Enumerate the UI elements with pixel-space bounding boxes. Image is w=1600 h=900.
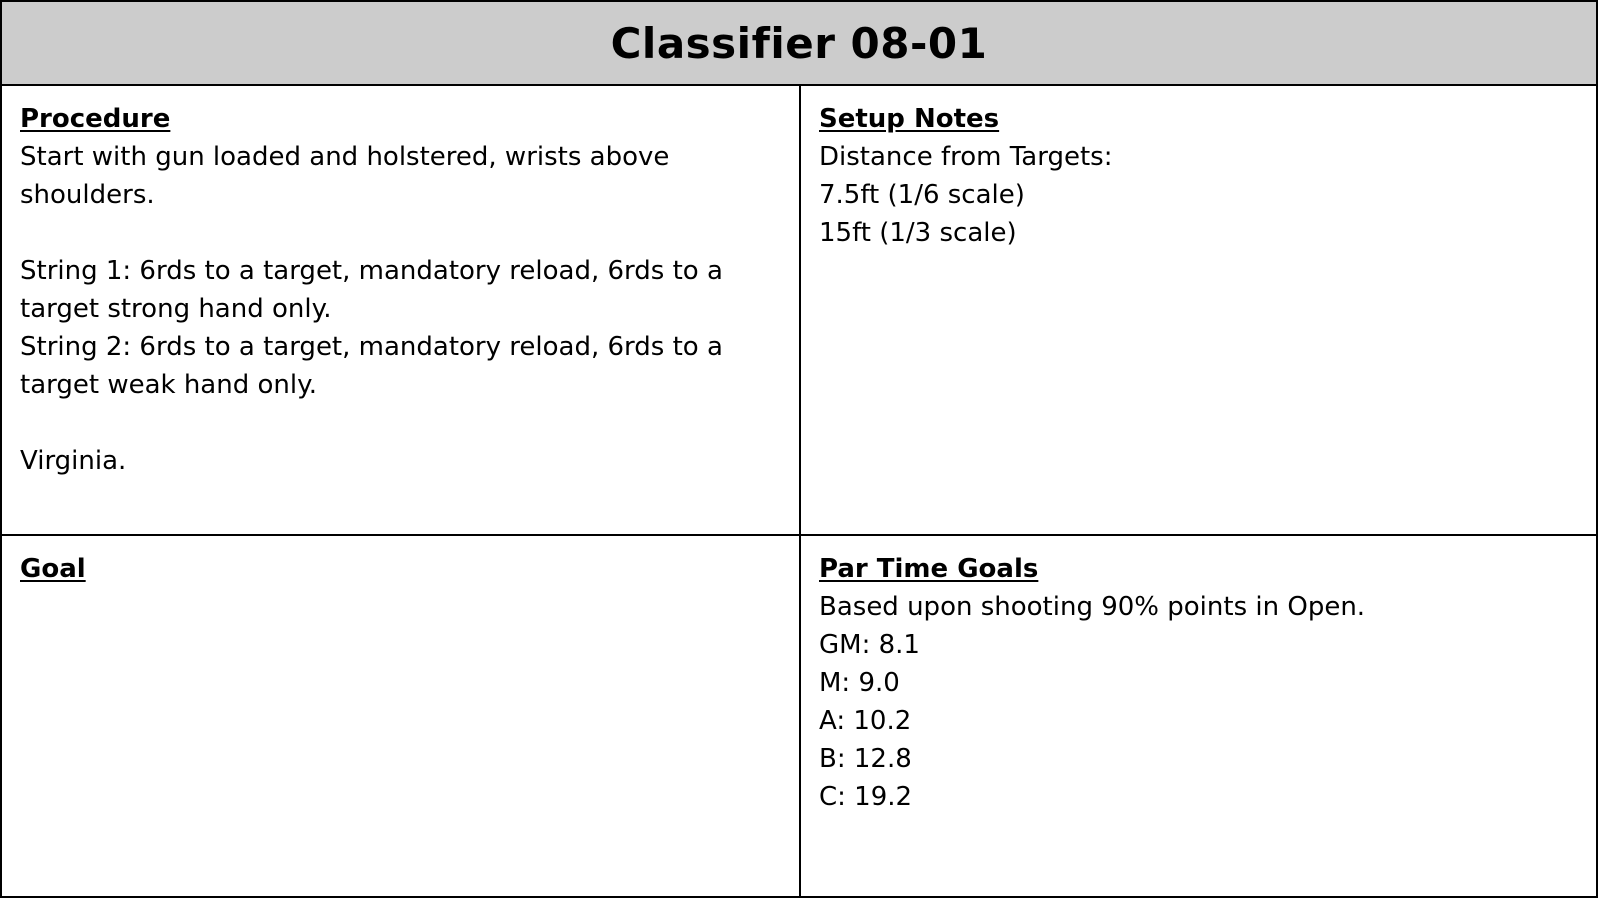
- procedure-heading: Procedure: [20, 104, 171, 134]
- procedure-line: Virginia.: [20, 446, 127, 476]
- procedure-line: String 2: 6rds to a target, mandatory reload, 6rds to a target weak hand only.: [20, 332, 732, 400]
- par-time-goals-section: [801, 536, 1596, 896]
- par-time-goals-intro: Based upon shooting 90% points in Open.: [819, 592, 1366, 622]
- procedure-section: [2, 86, 801, 536]
- par-time-goal-m: M: 9.0: [819, 668, 900, 698]
- setup-notes-line: 15ft (1/3 scale): [819, 218, 1017, 248]
- par-time-goal-b: B: 12.8: [819, 744, 912, 774]
- page-title: Classifier 08-01: [610, 18, 988, 68]
- setup-notes-line: 7.5ft (1/6 scale): [819, 180, 1025, 210]
- procedure-spacer: [20, 404, 781, 442]
- par-time-goals-heading: Par Time Goals: [819, 554, 1039, 584]
- setup-notes-heading: Setup Notes: [819, 104, 1000, 134]
- setup-notes-line: Distance from Targets:: [819, 142, 1113, 172]
- par-time-goal-a: A: 10.2: [819, 706, 912, 736]
- par-time-goal-c: C: 19.2: [819, 782, 913, 812]
- goal-heading: Goal: [20, 554, 86, 584]
- procedure-line: String 1: 6rds to a target, mandatory reload, 6rds to a target strong hand only.: [20, 256, 732, 324]
- title-bar: [2, 2, 1596, 86]
- setup-notes-section: [801, 86, 1596, 536]
- procedure-spacer: [20, 214, 781, 252]
- goal-section: [2, 536, 801, 896]
- par-time-goal-gm: GM: 8.1: [819, 630, 920, 660]
- procedure-line: Start with gun loaded and holstered, wrists above shoulders.: [20, 142, 678, 210]
